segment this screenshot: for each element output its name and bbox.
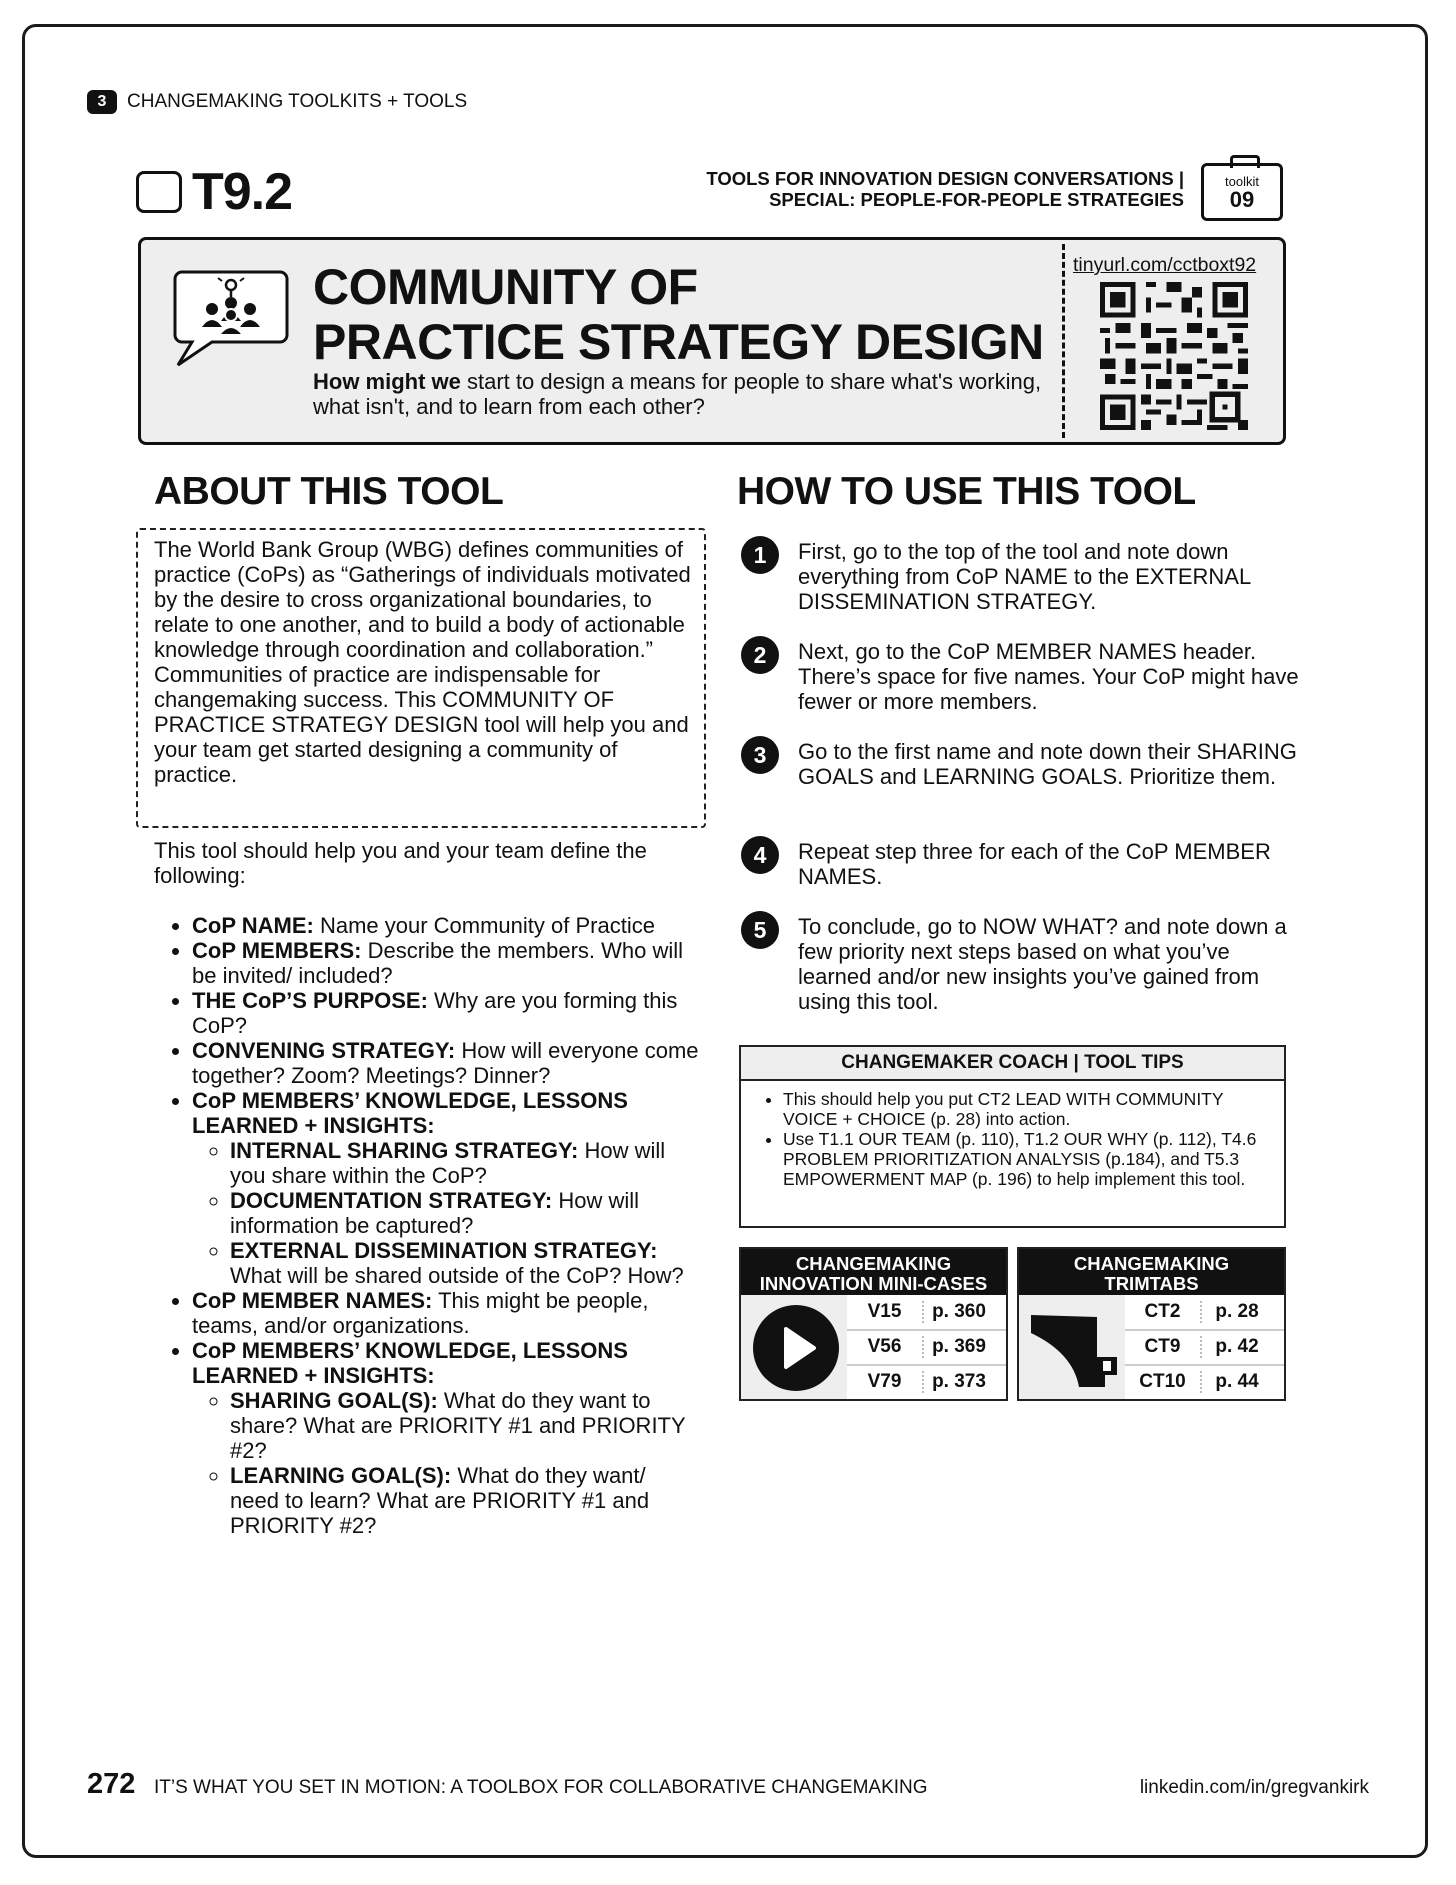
step-number: 2 — [741, 636, 779, 674]
ref-row[interactable]: V56 p. 369 — [847, 1330, 994, 1364]
tool-url-link[interactable]: tinyurl.com/cctboxt92 — [1073, 254, 1257, 276]
ref-row[interactable]: CT9 p. 42 — [1125, 1330, 1272, 1364]
step-5 — [741, 914, 1301, 1014]
step-text: To conclude, go to NOW WHAT? and note down a few priority next steps based on what you’ve learned and/or new insights you’ve gained from using this tool. — [798, 914, 1287, 1014]
tool-id — [136, 162, 292, 222]
sub-list-item: ◦ LEARNING GOAL(S): What do they want/ need to learn? What are PRIORITY #1 and PRIORITY #2? — [230, 1463, 699, 1538]
banner-divider — [1062, 244, 1065, 438]
toolkit-subtitle-line1: TOOLS FOR INNOVATION DESIGN CONVERSATIONS | — [706, 168, 1184, 189]
about-heading: ABOUT THIS TOOL — [154, 470, 504, 513]
sub-list-item: ◦ INTERNAL SHARING STRATEGY: How will you share within the CoP? — [230, 1138, 699, 1188]
step-3 — [741, 739, 1301, 789]
section-tag — [87, 90, 467, 114]
guiding-question — [313, 369, 1053, 419]
ref-row[interactable]: CT10 p. 44 — [1125, 1365, 1272, 1399]
tool-tips-box — [739, 1045, 1286, 1228]
toolkit-badge-label: toolkit — [1225, 174, 1259, 189]
step-text: First, go to the top of the tool and note down everything from CoP NAME to the EXTERNAL DISSEMINATION STRATEGY. — [798, 539, 1251, 614]
play-icon[interactable] — [751, 1303, 841, 1393]
step-text: Next, go to the CoP MEMBER NAMES header. There’s space for five names. Your CoP might have fewer or more members. — [798, 639, 1299, 714]
book-title: IT’S WHAT YOU SET IN MOTION: A TOOLBOX FOR COLLABORATIVE CHANGEMAKING — [154, 1777, 928, 1798]
toolkit-badge — [1201, 163, 1283, 221]
ref-row[interactable]: CT2 p. 28 — [1125, 1295, 1272, 1329]
step-2 — [741, 639, 1301, 714]
tip-item: • This should help you put CT2 LEAD WITH COMMUNITY VOICE + CHOICE (p. 28) into action. — [783, 1089, 1272, 1129]
step-number: 1 — [741, 536, 779, 574]
sub-list-item: ◦ EXTERNAL DISSEMINATION STRATEGY: What will be shared outside of the CoP? How? — [230, 1238, 699, 1288]
mini-cases-table — [739, 1247, 1008, 1401]
list-item: • CoP NAME: Name your Community of Practice — [192, 913, 699, 938]
trimtabs-table — [1017, 1247, 1286, 1401]
list-item: • CoP MEMBERS’ KNOWLEDGE, LESSONS LEARNED + INSIGHTS: ◦ INTERNAL SHARING STRATEGY: How will you share within the CoP? ◦ DOCUMENTATION STRATEGY: How will information be captured? ◦ EXTERNAL DISSEMINATION STRATEGY: What will be shared outside of the CoP? How? — [192, 1088, 699, 1288]
toolkit-subtitle-line2: SPECIAL: PEOPLE-FOR-PEOPLE STRATEGIES — [769, 189, 1184, 210]
step-text: Repeat step three for each of the CoP MEMBER NAMES. — [798, 839, 1271, 889]
how-heading: HOW TO USE THIS TOOL — [737, 470, 1196, 513]
toolkit-badge-number: 09 — [1229, 187, 1255, 212]
list-item: • CoP MEMBERS’ KNOWLEDGE, LESSONS LEARNED + INSIGHTS: ◦ SHARING GOAL(S): What do they want to share? What are PRIORITY #1 and PRIORITY #2? ◦ LEARNING GOAL(S): What do they want/ need to learn? What are PRIORITY #1 and PRIORITY #2? — [192, 1338, 699, 1538]
tool-title — [313, 260, 1044, 370]
mini-cases-heading: CHANGEMAKING INNOVATION MINI-CASES — [741, 1249, 1006, 1295]
list-item: • THE CoP’S PURPOSE: Why are you forming this CoP? — [192, 988, 699, 1038]
guiding-question-lead: How might we — [313, 369, 461, 394]
section-label: CHANGEMAKING TOOLKITS + TOOLS — [127, 91, 468, 112]
qr-code[interactable] — [1100, 282, 1248, 430]
list-item: • CONVENING STRATEGY: How will everyone come together? Zoom? Meetings? Dinner? — [192, 1038, 699, 1088]
sub-list-item: ◦ DOCUMENTATION STRATEGY: How will information be captured? — [230, 1188, 699, 1238]
guiding-question-rest: start to design a means for people to share what's working, what isn't, and to learn from each other? — [313, 369, 1042, 419]
list-item: • CoP MEMBERS: Describe the members. Who will be invited/ included? — [192, 938, 699, 988]
step-number: 4 — [741, 836, 779, 874]
about-text: The World Bank Group (WBG) defines communities of practice (CoPs) as “Gatherings of individuals motivated by the desire to cross organizational boundaries, to relate to one another, and to build a body of actionable knowledge through coordination and collaboration.” Communities of practice are indispensable for changemaking success. This COMMUNITY OF PRACTICE STRATEGY DESIGN tool will help you and your team get started designing a community of practice. — [154, 537, 691, 787]
sub-list-item: ◦ SHARING GOAL(S): What do they want to share? What are PRIORITY #1 and PRIORITY #2? — [230, 1388, 699, 1463]
step-text: Go to the first name and note down their SHARING GOALS and LEARNING GOALS. Prioritize them. — [798, 739, 1297, 789]
about-intro: This tool should help you and your team define the following: — [154, 838, 647, 888]
toolbox-handle-icon — [1230, 155, 1260, 168]
step-number: 5 — [741, 911, 779, 949]
tool-title-line2: PRACTICE STRATEGY DESIGN — [313, 314, 1044, 370]
step-number: 3 — [741, 736, 779, 774]
definition-list — [154, 913, 699, 1538]
trimtab-icon — [1027, 1307, 1121, 1389]
ref-row[interactable]: V79 p. 373 — [847, 1365, 994, 1399]
community-discussion-icon — [172, 269, 290, 369]
ref-row[interactable]: V15 p. 360 — [847, 1295, 994, 1329]
section-number: 3 — [87, 90, 117, 114]
tool-tips-heading: CHANGEMAKER COACH | TOOL TIPS — [741, 1047, 1284, 1081]
tool-code: T9.2 — [192, 163, 293, 221]
trimtabs-heading: CHANGEMAKING TRIMTABS — [1019, 1249, 1284, 1295]
toolkit-subtitle — [706, 168, 1184, 210]
step-4 — [741, 839, 1301, 889]
footer-link[interactable]: linkedin.com/in/gregvankirk — [1139, 1777, 1369, 1798]
step-1 — [741, 539, 1301, 614]
tool-checkbox[interactable] — [136, 171, 182, 213]
tool-title-line1: COMMUNITY OF — [313, 259, 698, 315]
page-number: 272 — [87, 1768, 136, 1800]
list-item: • CoP MEMBER NAMES: This might be people, teams, and/or organizations. — [192, 1288, 699, 1338]
tip-item: • Use T1.1 OUR TEAM (p. 110), T1.2 OUR WHY (p. 112), T4.6 PROBLEM PRIORITIZATION ANALYSIS (p.184), and T5.3 EMPOWERMENT MAP (p. 196) to help implement this tool. — [783, 1129, 1272, 1189]
